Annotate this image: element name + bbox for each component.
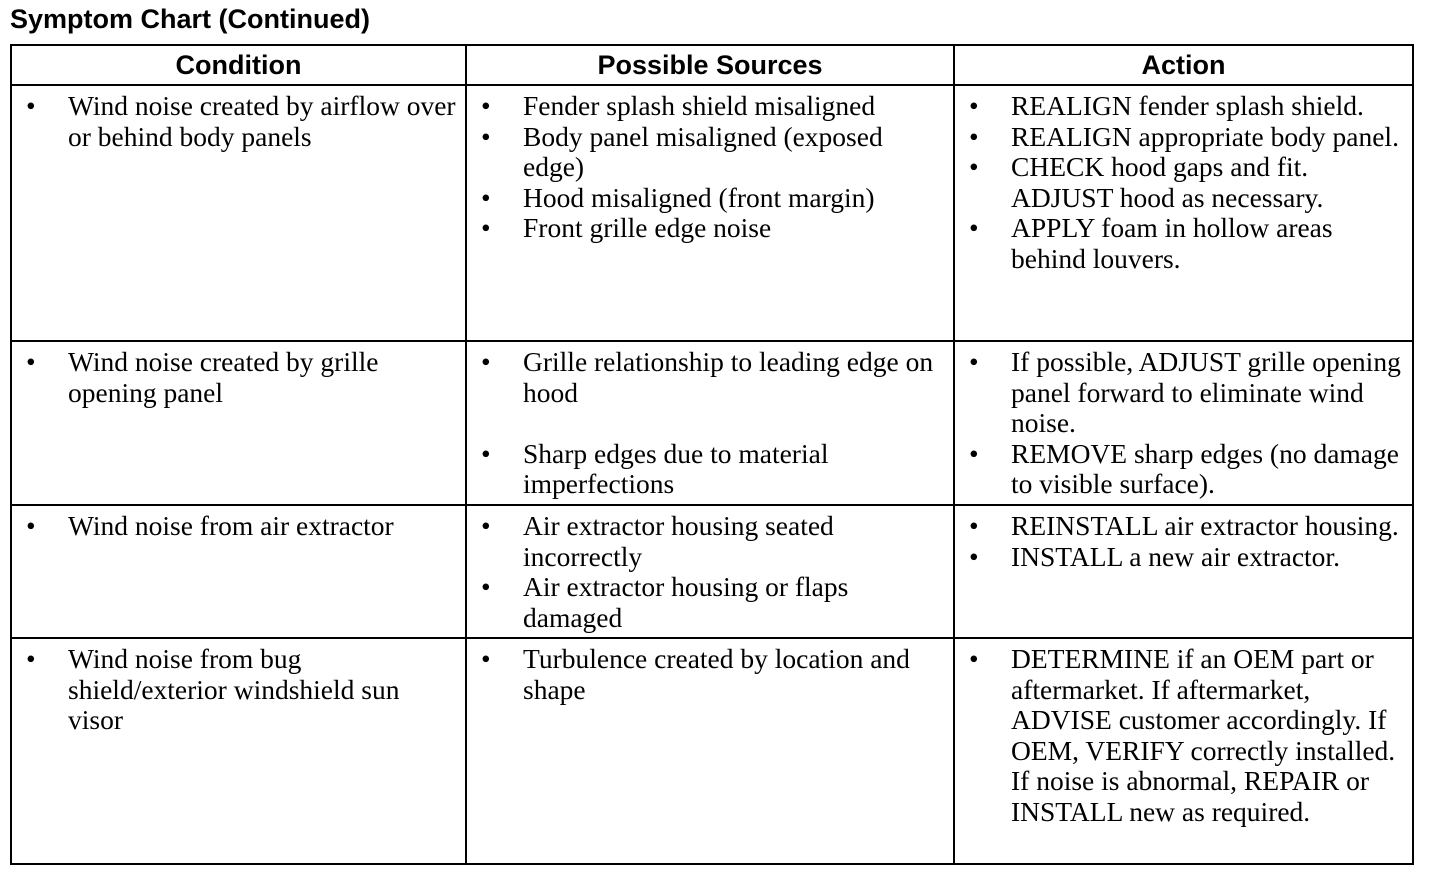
- action-cell: [954, 85, 1413, 341]
- list-item: • Body panel misaligned (exposed edge): [467, 122, 945, 183]
- table-row: [11, 341, 1413, 505]
- action-cell: [954, 341, 1413, 505]
- list-item: • Hood misaligned (front margin): [467, 183, 945, 214]
- list-item: • If possible, ADJUST grille opening panel forward to eliminate wind noise.: [955, 347, 1404, 439]
- list-item: • Wind noise from air extractor: [12, 511, 457, 542]
- list-item: • APPLY foam in hollow areas behind louvers.: [955, 213, 1404, 274]
- condition-cell: [11, 85, 466, 341]
- list-item: • REALIGN appropriate body panel.: [955, 122, 1404, 153]
- header-action: Action: [954, 45, 1413, 85]
- list-item: • Front grille edge noise: [467, 213, 945, 244]
- sources-cell: [466, 638, 954, 864]
- list-item: • REMOVE sharp edges (no damage to visible surface).: [955, 439, 1404, 500]
- action-cell: [954, 505, 1413, 638]
- action-cell: [954, 638, 1413, 864]
- list-item: • INSTALL a new air extractor.: [955, 542, 1404, 573]
- symptom-table: [10, 44, 1414, 865]
- condition-cell: [11, 341, 466, 505]
- list-item: • CHECK hood gaps and fit. ADJUST hood as necessary.: [955, 152, 1404, 213]
- list-item: • REINSTALL air extractor housing.: [955, 511, 1404, 542]
- list-item: • Turbulence created by location and shape: [467, 644, 945, 705]
- list-item: • Air extractor housing seated incorrectly: [467, 511, 945, 572]
- sources-cell: [466, 505, 954, 638]
- list-item: • Sharp edges due to material imperfections: [467, 439, 945, 500]
- table-row: [11, 85, 1413, 341]
- header-row: [11, 45, 1413, 85]
- list-item: • Grille relationship to leading edge on hood: [467, 347, 945, 408]
- list-item: • Wind noise from bug shield/exterior windshield sun visor: [12, 644, 457, 736]
- list-item: • DETERMINE if an OEM part or aftermarket. If aftermarket, ADVISE customer accordingly. If OEM, VERIFY correctly installed. If noise is abnormal, REPAIR or INSTALL new as required.: [955, 644, 1404, 827]
- list-item: • Air extractor housing or flaps damaged: [467, 572, 945, 633]
- sources-cell: [466, 341, 954, 505]
- page-title: Symptom Chart (Continued): [10, 4, 370, 34]
- header-possible-sources: Possible Sources: [466, 45, 954, 85]
- list-item: • Wind noise created by airflow over or behind body panels: [12, 91, 457, 152]
- sources-cell: [466, 85, 954, 341]
- list-item: • REALIGN fender splash shield.: [955, 91, 1404, 122]
- list-item: • Fender splash shield misaligned: [467, 91, 945, 122]
- table-row: [11, 505, 1413, 638]
- condition-cell: [11, 505, 466, 638]
- condition-cell: [11, 638, 466, 864]
- table-row: [11, 638, 1413, 864]
- header-condition: Condition: [11, 45, 466, 85]
- list-item: • Wind noise created by grille opening panel: [12, 347, 457, 408]
